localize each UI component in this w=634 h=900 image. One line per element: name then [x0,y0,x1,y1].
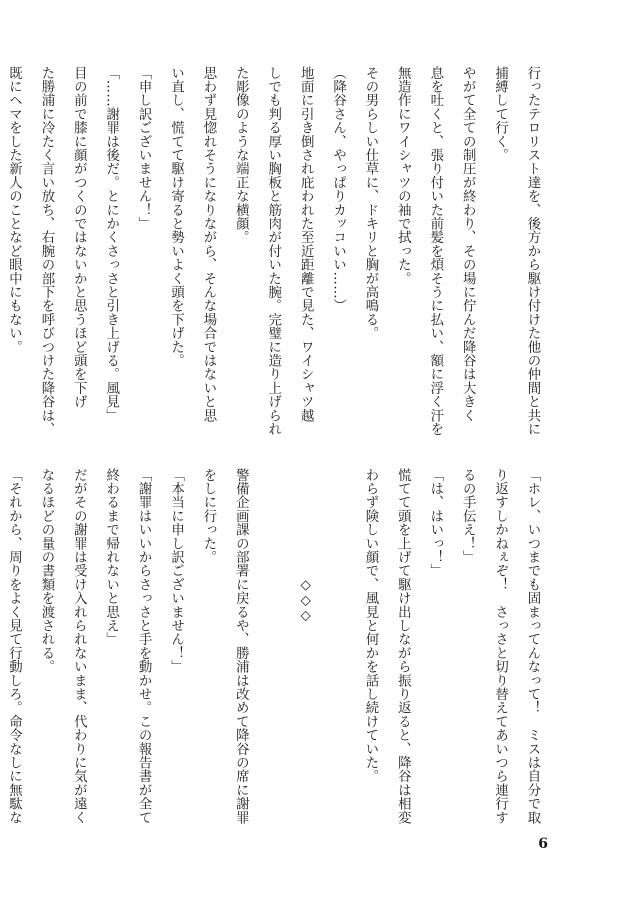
text-line: 息を吐くと、張り付いた前髪を煩そうに払い、額に浮く汗を [427,66,443,436]
text-line: 思わず見惚れそうになりながら、そんな場合ではないと思 [200,66,216,423]
text-line: 行ったテロリスト達を、後方から駆け付けた他の仲間と共に [525,66,540,436]
text-line: り返すしかねぇぞ！ さっさと切り替えてあいつら連行す [492,468,508,825]
text-line: （降谷さん、やっぱりカッコいい……） [330,66,346,313]
text-line: 「……謝罪は後だ。とにかくさっさと引き上げる。風見」 [103,66,119,423]
text-line: をしに行った。 [200,468,216,564]
text-line: 「ホレ、いつまでも固まってんなって！ ミスは自分で取 [525,468,540,825]
text-line: 「は、はいっ！」 [427,468,443,578]
text-line: 「それから、周りをよく見て行動しろ。命令なしに無駄な [6,468,22,825]
text-line: 「申し訳ございません！」 [136,66,152,231]
text-line [256,468,288,808]
text-line: た彫像のような端正な横顔。 [233,66,249,245]
text-line: 地面に引き倒され庇われた至近距離で見た、ワイシャツ越 [298,66,314,423]
text-line: やがて全ての制圧が終わり、その場に佇んだ降谷は大きく [460,66,476,423]
text-line: わらず険しい顔で、風見と何かを話し続けていた。 [362,468,378,784]
text-line: 既にヘマをした新人のことなど眼中にもない。 [6,66,22,354]
text-line: るの手伝え！」 [460,468,476,564]
text-line: 目の前で膝に顔がつくのではないかと思うほど頭を下げ [71,66,87,409]
text-line: 慌てて頭を上げて駆け出しながら振り返ると、降谷は相変 [395,468,411,825]
section-separator: ◇◇◇ [298,578,314,624]
text-line: 終わるまで帰れないと思え」 [103,468,119,647]
text-line [321,468,353,808]
text-block-bottom [6,468,548,825]
text-line: しでも判る厚い胸板と筋肉が付いた腕。完璧に造り上げられ [265,66,281,436]
text-line: 捕縛して行く。 [492,66,508,162]
text-line: だがその謝罪は受け入れられないまま、代わりに気が遠く [71,468,87,825]
text-line: 警備企画課の部署に戻るや、勝浦は改めて降谷の席に謝罪 [233,468,249,825]
page-number: 6 [538,836,548,852]
text-line: い直し、慌てて駆け寄ると勢いよく頭を下げた。 [168,66,184,368]
text-line: た勝浦に冷たく言い放ち、右腕の部下を呼びつけた降谷は、 [38,66,54,436]
text-line: 「謝罪はいいからさっさと手を動かせ。この報告書が全て [136,468,152,825]
text-line: 無造作にワイシャツの袖で拭った。 [395,66,411,286]
text-line: その男らしい仕草に、ドキリと胸が高鳴る。 [362,66,378,340]
text-block-top [6,66,548,436]
text-line: なるほどの量の書類を渡される。 [38,468,54,674]
text-line: 「本当に申し訳ございません！」 [168,468,184,674]
